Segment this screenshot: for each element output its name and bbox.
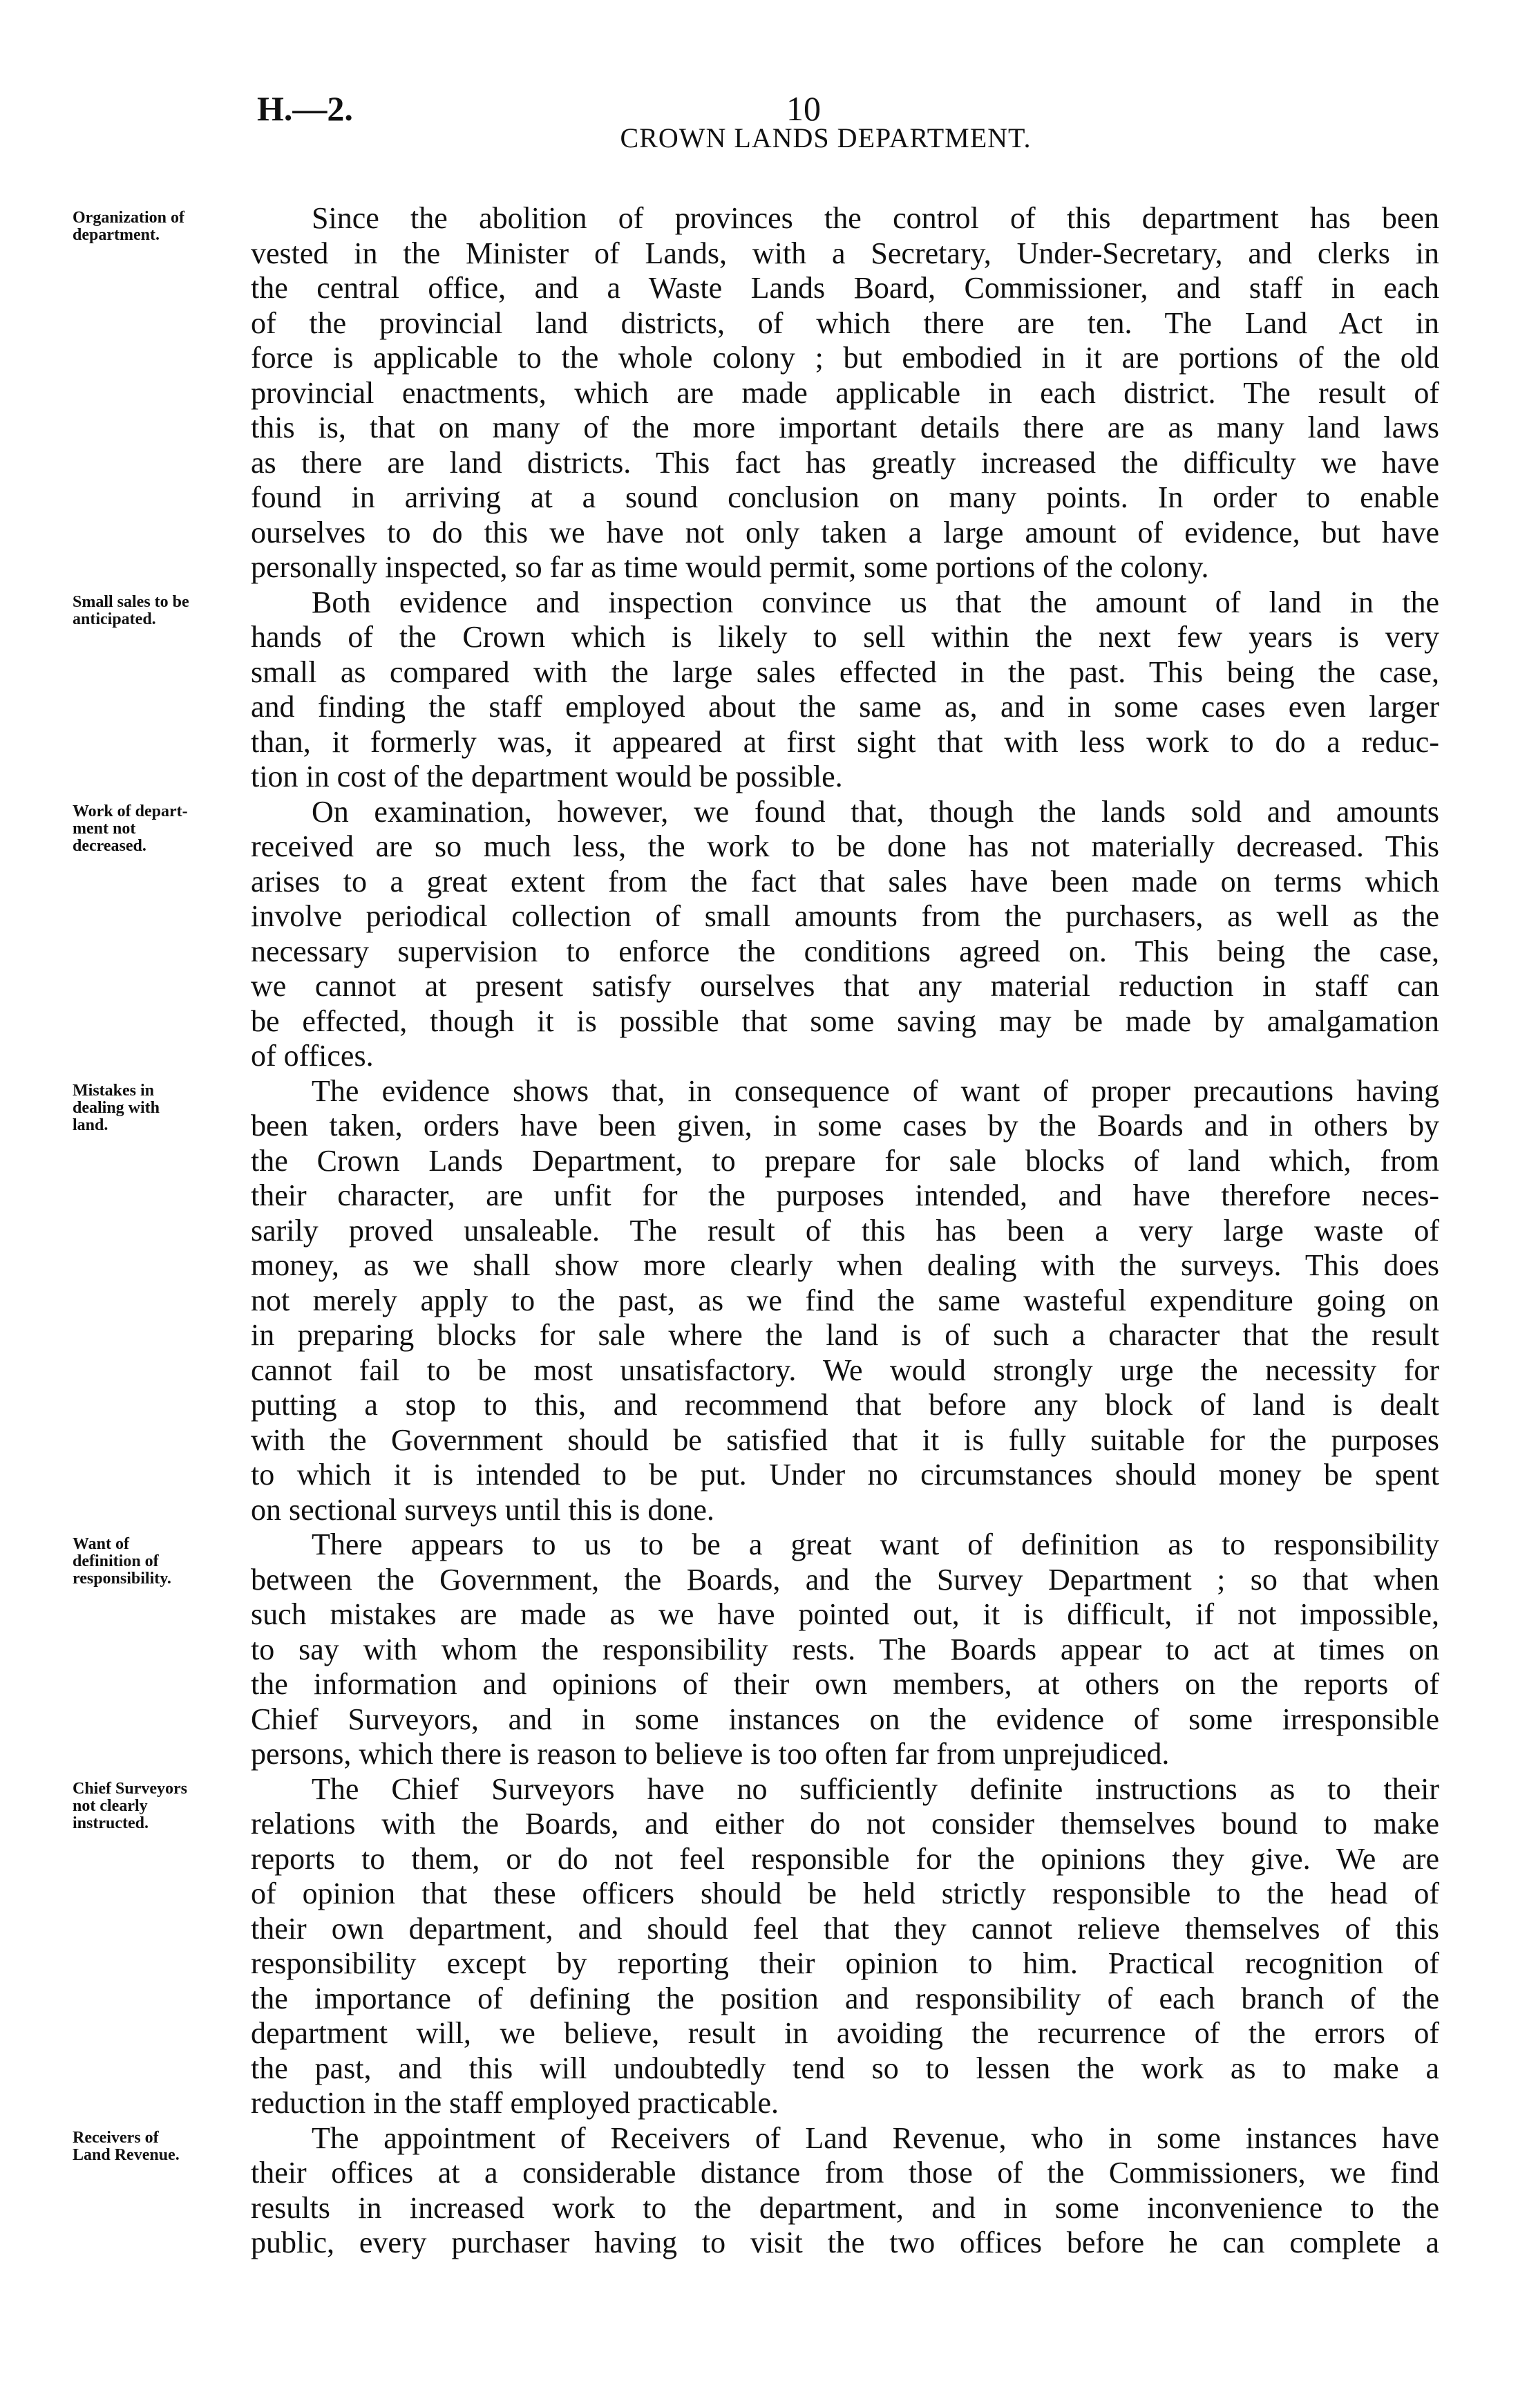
margin-note-line: Land Revenue. — [73, 2145, 180, 2164]
document-code: H.—2. — [257, 89, 353, 128]
text-line: been taken, orders have been given, in some cases by the Boards and in others by — [251, 1109, 1439, 1142]
text-line: the information and opinions of their own members, at others on the reports of — [251, 1667, 1439, 1701]
text-line: The Chief Surveyors have no sufficiently definite instructions as to their — [312, 1771, 1439, 1806]
text-line: received are so much less, the work to be done has not materially decreased. This — [251, 829, 1439, 863]
text-line: reports to them, or do not feel responsible for the opinions they give. We are — [251, 1841, 1439, 1876]
text-line: necessary supervision to enforce the conditions agreed on. This being the case, — [251, 934, 1439, 968]
paragraph — [73, 201, 1439, 585]
text-line: relations with the Boards, and either do not consider themselves bound to make — [251, 1807, 1439, 1841]
text-line: between the Government, the Boards, and the Survey Department ; so that when — [251, 1562, 1439, 1597]
margin-note-line: ment not — [73, 819, 136, 838]
text-line: public, every purchaser having to visit the two offices before he can complete a — [251, 2226, 1439, 2259]
text-line: not merely apply to the past, as we find the same wasteful expenditure going on — [251, 1283, 1439, 1317]
text-line: the Crown Lands Department, to prepare for sale blocks of land which, from — [251, 1143, 1439, 1178]
paragraph — [73, 585, 1439, 795]
margin-note-line: not clearly — [73, 1796, 148, 1815]
text-line: their own department, and should feel that they cannot relieve themselves of this — [251, 1911, 1439, 1946]
margin-note-line: Small sales to be — [73, 592, 189, 611]
margin-note — [73, 1780, 245, 1832]
text-line: money, as we shall show more clearly when dealing with the surveys. This does — [251, 1248, 1439, 1282]
text-line: There appears to us to be a great want of definition as to responsibility — [312, 1527, 1439, 1561]
text-line: their offices at a considerable distance from those of the Commissioners, we find — [251, 2156, 1439, 2190]
paragraph — [73, 1527, 1439, 1772]
margin-note-line: land. — [73, 1116, 108, 1134]
text-line: of the provincial land districts, of which there are ten. The Land Act in — [251, 305, 1439, 340]
margin-note-line: anticipated. — [73, 610, 156, 628]
margin-note — [73, 209, 245, 244]
margin-note — [73, 803, 245, 855]
text-line: hands of the Crown which is likely to sell within the next few years is very — [251, 620, 1439, 654]
text-line: involve periodical collection of small amounts from the purchasers, as well as the — [251, 899, 1439, 933]
text-line: in preparing blocks for sale where the land is of such a character that the result — [251, 1318, 1439, 1352]
text-line: to say with whom the responsibility rests. The Boards appear to act at times on — [251, 1632, 1439, 1666]
paragraph — [73, 794, 1439, 1074]
text-line: Both evidence and inspection convince us that the amount of land in the — [312, 585, 1439, 619]
text-line: The evidence shows that, in consequence of want of proper precautions having — [312, 1073, 1439, 1108]
margin-note-line: Organization of — [73, 209, 184, 227]
text-line: with the Government should be satisfied that it is fully suitable for the purposes — [251, 1422, 1439, 1457]
text-line: this is, that on many of the more important details there are as many land laws — [251, 411, 1439, 444]
paragraph — [73, 1073, 1439, 1528]
margin-note — [73, 2129, 245, 2164]
section-title: CROWN LANDS DEPARTMENT. — [620, 122, 1032, 153]
text-line: provincial enactments, which are made applicable in each district. The result of — [251, 375, 1439, 410]
text-line: reduction in the staff employed practicable. — [251, 2086, 779, 2120]
page-number: 10 — [786, 89, 821, 128]
text-line: force is applicable to the whole colony ; but embodied in it are portions of the old — [251, 341, 1439, 375]
text-line: On examination, however, we found that, though the lands sold and amounts — [312, 794, 1439, 829]
text-line: personally inspected, so far as time would permit, some portions of the colony. — [251, 550, 1209, 584]
margin-note-line: instructed. — [73, 1814, 149, 1832]
text-line: we cannot at present satisfy ourselves that any material reduction in staff can — [251, 969, 1439, 1003]
text-line: persons, which there is reason to believe is too often far from unprejudiced. — [251, 1737, 1170, 1771]
margin-note-line: Receivers of — [73, 2128, 159, 2147]
text-line: cannot fail to be most unsatisfactory. We would strongly urge the necessity for — [251, 1353, 1439, 1387]
margin-note — [73, 1082, 245, 1134]
text-line: the importance of defining the position and responsibility of each branch of the — [251, 1981, 1439, 2015]
text-line: sarily proved unsaleable. The result of this has been a very large waste of — [251, 1213, 1439, 1248]
text-line: responsibility except by reporting their opinion to him. Practical recognition of — [251, 1946, 1439, 1980]
paragraph — [73, 1771, 1439, 2121]
document-body — [73, 201, 1439, 2261]
text-line: arises to a great extent from the fact that sales have been made on terms which — [251, 864, 1439, 899]
text-line: Since the abolition of provinces the control of this department has been — [312, 201, 1439, 235]
text-line: Chief Surveyors, and in some instances on the evidence of some irresponsible — [251, 1702, 1439, 1736]
margin-note — [73, 1536, 245, 1588]
margin-note-line: Want of — [73, 1535, 130, 1553]
text-line: of offices. — [251, 1039, 374, 1073]
text-line: on sectional surveys until this is done. — [251, 1492, 714, 1527]
text-line: be effected, though it is possible that some saving may be made by amalgamation — [251, 1004, 1439, 1038]
margin-note-line: definition of — [73, 1552, 159, 1570]
text-line: results in increased work to the department, and in some inconvenience to the — [251, 2190, 1439, 2225]
text-line: as there are land districts. This fact has greatly increased the difficulty we have — [251, 445, 1439, 480]
margin-note-line: department. — [73, 226, 160, 244]
text-line: department will, we believe, result in avoiding the recurrence of the errors of — [251, 2016, 1439, 2050]
text-line: to which it is intended to be put. Under no circumstances should money be spent — [251, 1458, 1439, 1492]
text-line: the central office, and a Waste Lands Board, Commissioner, and staff in each — [251, 271, 1439, 305]
text-line: the past, and this will undoubtedly tend so to lessen the work as to make a — [251, 2051, 1439, 2085]
margin-note — [73, 594, 245, 628]
text-line: of opinion that these officers should be held strictly responsible to the head of — [251, 1876, 1439, 1910]
text-line: ourselves to do this we have not only taken a large amount of evidence, but have — [251, 515, 1439, 549]
text-line: and finding the staff employed about the same as, and in some cases even larger — [251, 690, 1439, 724]
margin-note-line: responsibility. — [73, 1570, 171, 1588]
margin-note-line: Chief Surveyors — [73, 1779, 187, 1798]
text-line: tion in cost of the department would be possible. — [251, 760, 843, 793]
text-line: found in arriving at a sound conclusion on many points. In order to enable — [251, 480, 1439, 514]
margin-note-line: Mistakes in — [73, 1081, 155, 1100]
text-line: vested in the Minister of Lands, with a Secretary, Under-Secretary, and clerks in — [251, 236, 1439, 270]
text-line: small as compared with the large sales effected in the past. This being the case, — [251, 655, 1439, 689]
margin-note-line: Work of depart- — [73, 802, 188, 820]
text-line: such mistakes are made as we have pointed out, it is difficult, if not impossible, — [251, 1597, 1439, 1631]
paragraph — [73, 2120, 1439, 2261]
margin-note-line: decreased. — [73, 836, 146, 855]
text-line: putting a stop to this, and recommend that before any block of land is dealt — [251, 1388, 1439, 1422]
margin-note-line: dealing with — [73, 1098, 160, 1117]
text-line: their character, are unfit for the purposes intended, and have therefore neces- — [251, 1178, 1439, 1212]
text-line: The appointment of Receivers of Land Revenue, who in some instances have — [312, 2120, 1439, 2155]
text-line: than, it formerly was, it appeared at first sight that with less work to do a reduc- — [251, 724, 1439, 759]
